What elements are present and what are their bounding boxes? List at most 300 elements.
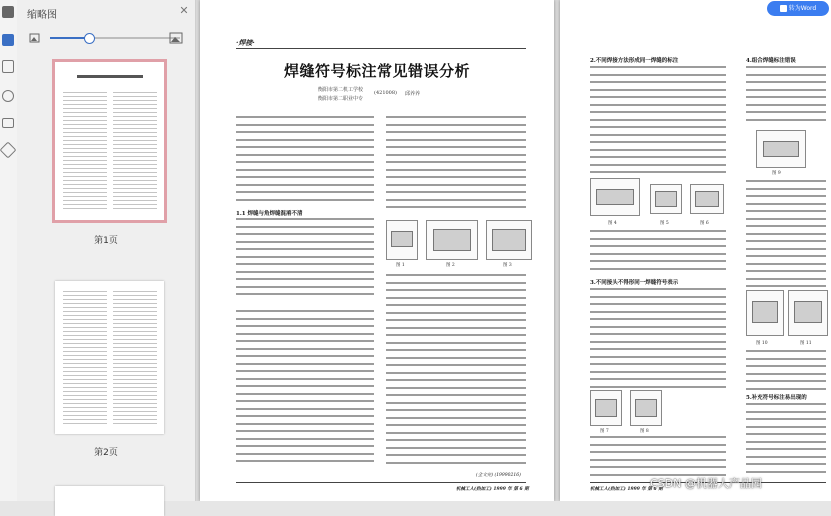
figure-shape: [492, 229, 526, 251]
text-line: [236, 445, 374, 447]
text-line: [590, 134, 726, 136]
text-line: [113, 116, 157, 117]
text-line: [746, 463, 826, 465]
figure-shape: [596, 189, 634, 205]
text-line: [386, 394, 526, 396]
text-line: [113, 359, 157, 360]
figure-4-caption: 图 4: [608, 221, 617, 226]
text-line: [63, 168, 107, 169]
text-line: [63, 399, 107, 400]
figure-8: [630, 390, 662, 426]
figure-3: [486, 220, 532, 260]
text-line: [236, 191, 374, 193]
text-line: [590, 333, 726, 335]
figure-2: [426, 220, 478, 260]
text-line: [113, 415, 157, 416]
figure-shape: [433, 229, 471, 251]
text-line: [63, 403, 107, 404]
text-line: [590, 164, 726, 166]
text-line: [590, 451, 726, 453]
text-line: [236, 430, 374, 432]
text-line: [746, 365, 826, 367]
text-line: [746, 119, 826, 121]
text-line: [386, 462, 526, 464]
text-line: [236, 340, 374, 342]
text-line: [236, 278, 374, 280]
text-line: [63, 375, 107, 376]
text-line: [746, 218, 826, 220]
text-line: [746, 380, 826, 382]
text-line: [236, 154, 374, 156]
watermark: CSDN @机器人产品园: [650, 477, 762, 490]
text-line: [113, 363, 157, 364]
text-line: [590, 245, 726, 247]
text-line: [63, 148, 107, 149]
text-line: [63, 339, 107, 340]
page-icon[interactable]: [2, 60, 14, 73]
text-line: [236, 131, 374, 133]
text-line: [113, 319, 157, 320]
text-line: [63, 96, 107, 97]
text-line: [113, 423, 157, 424]
text-line: [63, 108, 107, 109]
text-line: [236, 453, 374, 455]
text-line: [63, 363, 107, 364]
text-line: [113, 335, 157, 336]
text-line: [386, 432, 526, 434]
text-line: [386, 297, 526, 299]
text-line: [113, 200, 157, 201]
text-line: [113, 379, 157, 380]
text-line: [386, 131, 526, 133]
text-line: [113, 100, 157, 101]
panel-title: 缩略图: [27, 10, 57, 21]
text-line: [386, 372, 526, 374]
text-line: [746, 471, 826, 473]
text-line: [113, 124, 157, 125]
thumbnail-panel: [17, 0, 196, 501]
text-line: [63, 116, 107, 117]
close-panel-button[interactable]: ✕: [179, 4, 189, 17]
left-icon-bar: [0, 0, 18, 501]
convert-to-word-button[interactable]: [767, 1, 829, 16]
text-line: [63, 208, 107, 209]
text-line: [746, 285, 826, 287]
text-line: [63, 335, 107, 336]
text-line: [63, 295, 107, 296]
text-line: [63, 152, 107, 153]
text-line: [590, 111, 726, 113]
text-line: [113, 164, 157, 165]
text-line: [590, 268, 726, 270]
figure-6: [690, 184, 724, 214]
figure-9-caption: 图 9: [772, 171, 781, 176]
figure-8-caption: 图 8: [640, 429, 649, 434]
text-line: [113, 152, 157, 153]
text-line: [113, 144, 157, 145]
text-line: [113, 295, 157, 296]
text-line: [590, 303, 726, 305]
text-line: [590, 149, 726, 151]
text-line: [590, 296, 726, 298]
text-line: [590, 89, 726, 91]
text-line: [590, 66, 726, 68]
text-line: [113, 351, 157, 352]
text-line: [590, 126, 726, 128]
subheading-1-1: 1.1 焊缝与角焊缝混淆不清: [236, 211, 303, 217]
text-line: [386, 176, 526, 178]
text-line: [746, 270, 826, 272]
text-line: [746, 426, 826, 428]
text-line: [386, 116, 526, 118]
text-line: [590, 326, 726, 328]
text-line: [63, 387, 107, 388]
figure-2-caption: 图 2: [446, 263, 455, 268]
thumb-title-bar: [77, 75, 143, 78]
text-line: [590, 444, 726, 446]
text-line: [386, 387, 526, 389]
convert-to-word-label: 转为Word: [788, 5, 817, 12]
figure-shape: [763, 141, 799, 157]
author-affiliation-2: 衡阳市第二职业中专: [318, 96, 364, 102]
text-line: [746, 263, 826, 265]
text-line: [386, 146, 526, 148]
text-line: [113, 355, 157, 356]
text-line: [386, 447, 526, 449]
text-line: [236, 169, 374, 171]
text-line: [63, 311, 107, 312]
text-line: [236, 438, 374, 440]
text-line: [113, 407, 157, 408]
thumbnail-zoom-bar: [17, 28, 195, 48]
text-line: [113, 339, 157, 340]
text-line: [590, 171, 726, 173]
text-line: [236, 116, 374, 118]
text-line: [746, 448, 826, 450]
text-line: [63, 415, 107, 416]
text-line: [113, 184, 157, 185]
text-line: [386, 282, 526, 284]
text-line: [746, 358, 826, 360]
text-line: [236, 378, 374, 380]
text-line: [386, 402, 526, 404]
thumbnail-page-1[interactable]: [55, 62, 164, 220]
figure-11: [788, 290, 828, 336]
text-line: [590, 341, 726, 343]
text-line: [236, 176, 374, 178]
text-line: [386, 274, 526, 276]
text-line: [63, 351, 107, 352]
text-line: [236, 400, 374, 402]
text-line: [113, 204, 157, 205]
text-line: [236, 393, 374, 395]
text-line: [386, 304, 526, 306]
text-line: [386, 199, 526, 201]
text-line: [63, 112, 107, 113]
text-line: [113, 156, 157, 157]
text-line: [386, 319, 526, 321]
text-line: [386, 191, 526, 193]
comment-icon[interactable]: [2, 118, 14, 128]
text-line: [63, 128, 107, 129]
figure-shape: [391, 231, 413, 247]
text-line: [113, 367, 157, 368]
text-line: [746, 388, 826, 390]
text-line: [63, 383, 107, 384]
text-line: [63, 367, 107, 368]
text-line: [236, 310, 374, 312]
thumbnail-page-2[interactable]: [55, 281, 164, 434]
text-line: [236, 124, 374, 126]
thumbnail-view-icon[interactable]: [2, 6, 14, 18]
subheading-2: 2.不同焊接方法形成同一焊缝的标注: [590, 58, 679, 64]
document-viewport[interactable]: [196, 0, 831, 501]
text-line: [113, 168, 157, 169]
text-line: [746, 456, 826, 458]
figure-shape: [655, 191, 677, 207]
text-line: [590, 459, 726, 461]
layers-icon[interactable]: [0, 142, 16, 159]
text-line: [236, 363, 374, 365]
text-line: [113, 208, 157, 209]
text-line: [236, 139, 374, 141]
text-line: [63, 164, 107, 165]
text-line: [63, 319, 107, 320]
figure-shape: [695, 191, 719, 207]
thumbnail-page-3[interactable]: [55, 486, 164, 516]
text-line: [236, 415, 374, 417]
text-line: [590, 311, 726, 313]
text-line: [63, 176, 107, 177]
image-small-icon[interactable]: [28, 31, 42, 45]
text-line: [113, 395, 157, 396]
text-line: [113, 387, 157, 388]
text-line: [236, 333, 374, 335]
text-line: [590, 436, 726, 438]
text-line: [236, 256, 374, 258]
text-line: [63, 100, 107, 101]
text-line: [590, 371, 726, 373]
text-line: [386, 409, 526, 411]
text-line: [746, 74, 826, 76]
text-line: [113, 343, 157, 344]
text-line: [386, 424, 526, 426]
text-line: [63, 192, 107, 193]
image-large-icon[interactable]: [169, 31, 183, 45]
text-line: [63, 371, 107, 372]
text-line: [236, 241, 374, 243]
text-line: [63, 188, 107, 189]
text-line: [386, 364, 526, 366]
text-line: [63, 184, 107, 185]
text-line: [746, 418, 826, 420]
text-line: [386, 334, 526, 336]
thumbnail-label-2: 第2页: [94, 448, 118, 458]
text-line: [236, 271, 374, 273]
text-line: [590, 141, 726, 143]
text-line: [386, 184, 526, 186]
document-page-2: [560, 0, 831, 501]
text-line: [386, 154, 526, 156]
text-line: [63, 140, 107, 141]
text-line: [746, 195, 826, 197]
author-name: 邱养养: [405, 91, 421, 97]
text-line: [63, 160, 107, 161]
page2-running-footer: 机械工人(热加工) 1999 年 第 6 期: [590, 487, 663, 492]
text-line: [113, 196, 157, 197]
text-line: [746, 403, 826, 405]
text-line: [63, 419, 107, 420]
text-line: [63, 104, 107, 105]
text-line: [113, 331, 157, 332]
figure-4: [590, 178, 640, 216]
text-line: [386, 357, 526, 359]
figure-10: [746, 290, 784, 336]
text-line: [386, 349, 526, 351]
zoom-slider-knob[interactable]: [84, 33, 95, 44]
figure-5: [650, 184, 682, 214]
text-line: [63, 315, 107, 316]
text-line: [746, 180, 826, 182]
subheading-3: 3.不同接头不得形同一焊缝符号表示: [590, 280, 679, 286]
figure-shape: [635, 399, 657, 417]
subheading-4: 4.组合焊缝标注错误: [746, 58, 796, 64]
text-line: [746, 350, 826, 352]
figure-shape: [595, 399, 617, 417]
text-line: [113, 180, 157, 181]
text-line: [746, 89, 826, 91]
text-line: [113, 411, 157, 412]
text-line: [63, 156, 107, 157]
text-line: [386, 169, 526, 171]
text-line: [113, 383, 157, 384]
text-line: [746, 104, 826, 106]
thumbnail-zoom-slider[interactable]: [50, 37, 180, 39]
text-line: [236, 355, 374, 357]
text-line: [63, 411, 107, 412]
text-line: [113, 120, 157, 121]
text-line: [113, 140, 157, 141]
text-line: [236, 408, 374, 410]
text-line: [236, 293, 374, 295]
text-line: [63, 307, 107, 308]
figure-6-caption: 图 6: [700, 221, 709, 226]
text-line: [113, 399, 157, 400]
text-line: [236, 286, 374, 288]
figure-1: [386, 220, 418, 260]
text-line: [63, 343, 107, 344]
text-line: [63, 144, 107, 145]
author-affiliation-1: 衡阳市第二机工学校: [318, 87, 364, 93]
section-label: ·焊接·: [236, 38, 255, 47]
text-line: [236, 184, 374, 186]
text-line: [386, 206, 526, 208]
text-line: [386, 379, 526, 381]
text-line: [746, 210, 826, 212]
figure-11-caption: 图 11: [800, 341, 812, 346]
text-line: [236, 370, 374, 372]
text-line: [386, 312, 526, 314]
text-line: [590, 119, 726, 121]
text-line: [63, 204, 107, 205]
text-line: [386, 289, 526, 291]
text-line: [113, 176, 157, 177]
text-line: [236, 218, 374, 220]
text-line: [236, 161, 374, 163]
subheading-5: 5.补充符号标注易出现的: [746, 395, 807, 401]
attachment-icon[interactable]: [2, 90, 14, 102]
text-line: [113, 303, 157, 304]
text-line: [63, 303, 107, 304]
text-line: [236, 385, 374, 387]
text-line: [746, 81, 826, 83]
text-line: [63, 136, 107, 137]
text-line: [386, 417, 526, 419]
text-line: [63, 323, 107, 324]
text-line: [746, 433, 826, 435]
text-line: [113, 403, 157, 404]
text-line: [113, 323, 157, 324]
text-line: [113, 192, 157, 193]
text-line: [63, 359, 107, 360]
text-line: [746, 411, 826, 413]
text-line: [113, 299, 157, 300]
text-line: [113, 136, 157, 137]
header-rule: [236, 48, 526, 49]
text-line: [746, 225, 826, 227]
text-line: [113, 371, 157, 372]
text-line: [746, 240, 826, 242]
text-line: [236, 199, 374, 201]
document-page-1: [200, 0, 554, 501]
text-line: [63, 132, 107, 133]
text-line: [63, 124, 107, 125]
text-line: [63, 92, 107, 93]
text-line: [590, 356, 726, 358]
article-title: 焊缝符号标注常见错误分析: [283, 62, 470, 80]
figure-5-caption: 图 5: [660, 221, 669, 226]
text-line: [113, 347, 157, 348]
text-line: [113, 391, 157, 392]
text-line: [236, 423, 374, 425]
footer-rule: [236, 482, 526, 483]
text-line: [746, 248, 826, 250]
text-line: [63, 120, 107, 121]
bookmark-icon[interactable]: [2, 34, 14, 46]
text-line: [386, 342, 526, 344]
text-line: [113, 172, 157, 173]
text-line: [236, 233, 374, 235]
text-line: [113, 148, 157, 149]
text-line: [63, 200, 107, 201]
text-line: [63, 291, 107, 292]
text-line: [590, 230, 726, 232]
word-icon: [780, 5, 787, 12]
text-line: [113, 311, 157, 312]
text-line: [236, 348, 374, 350]
article-end-note: (全文完) (19990216): [476, 473, 521, 478]
text-line: [113, 108, 157, 109]
text-line: [746, 255, 826, 257]
text-line: [746, 111, 826, 113]
text-line: [746, 233, 826, 235]
figure-9: [756, 130, 806, 168]
text-line: [113, 160, 157, 161]
text-line: [590, 96, 726, 98]
text-line: [590, 104, 726, 106]
text-line: [63, 379, 107, 380]
text-line: [63, 395, 107, 396]
